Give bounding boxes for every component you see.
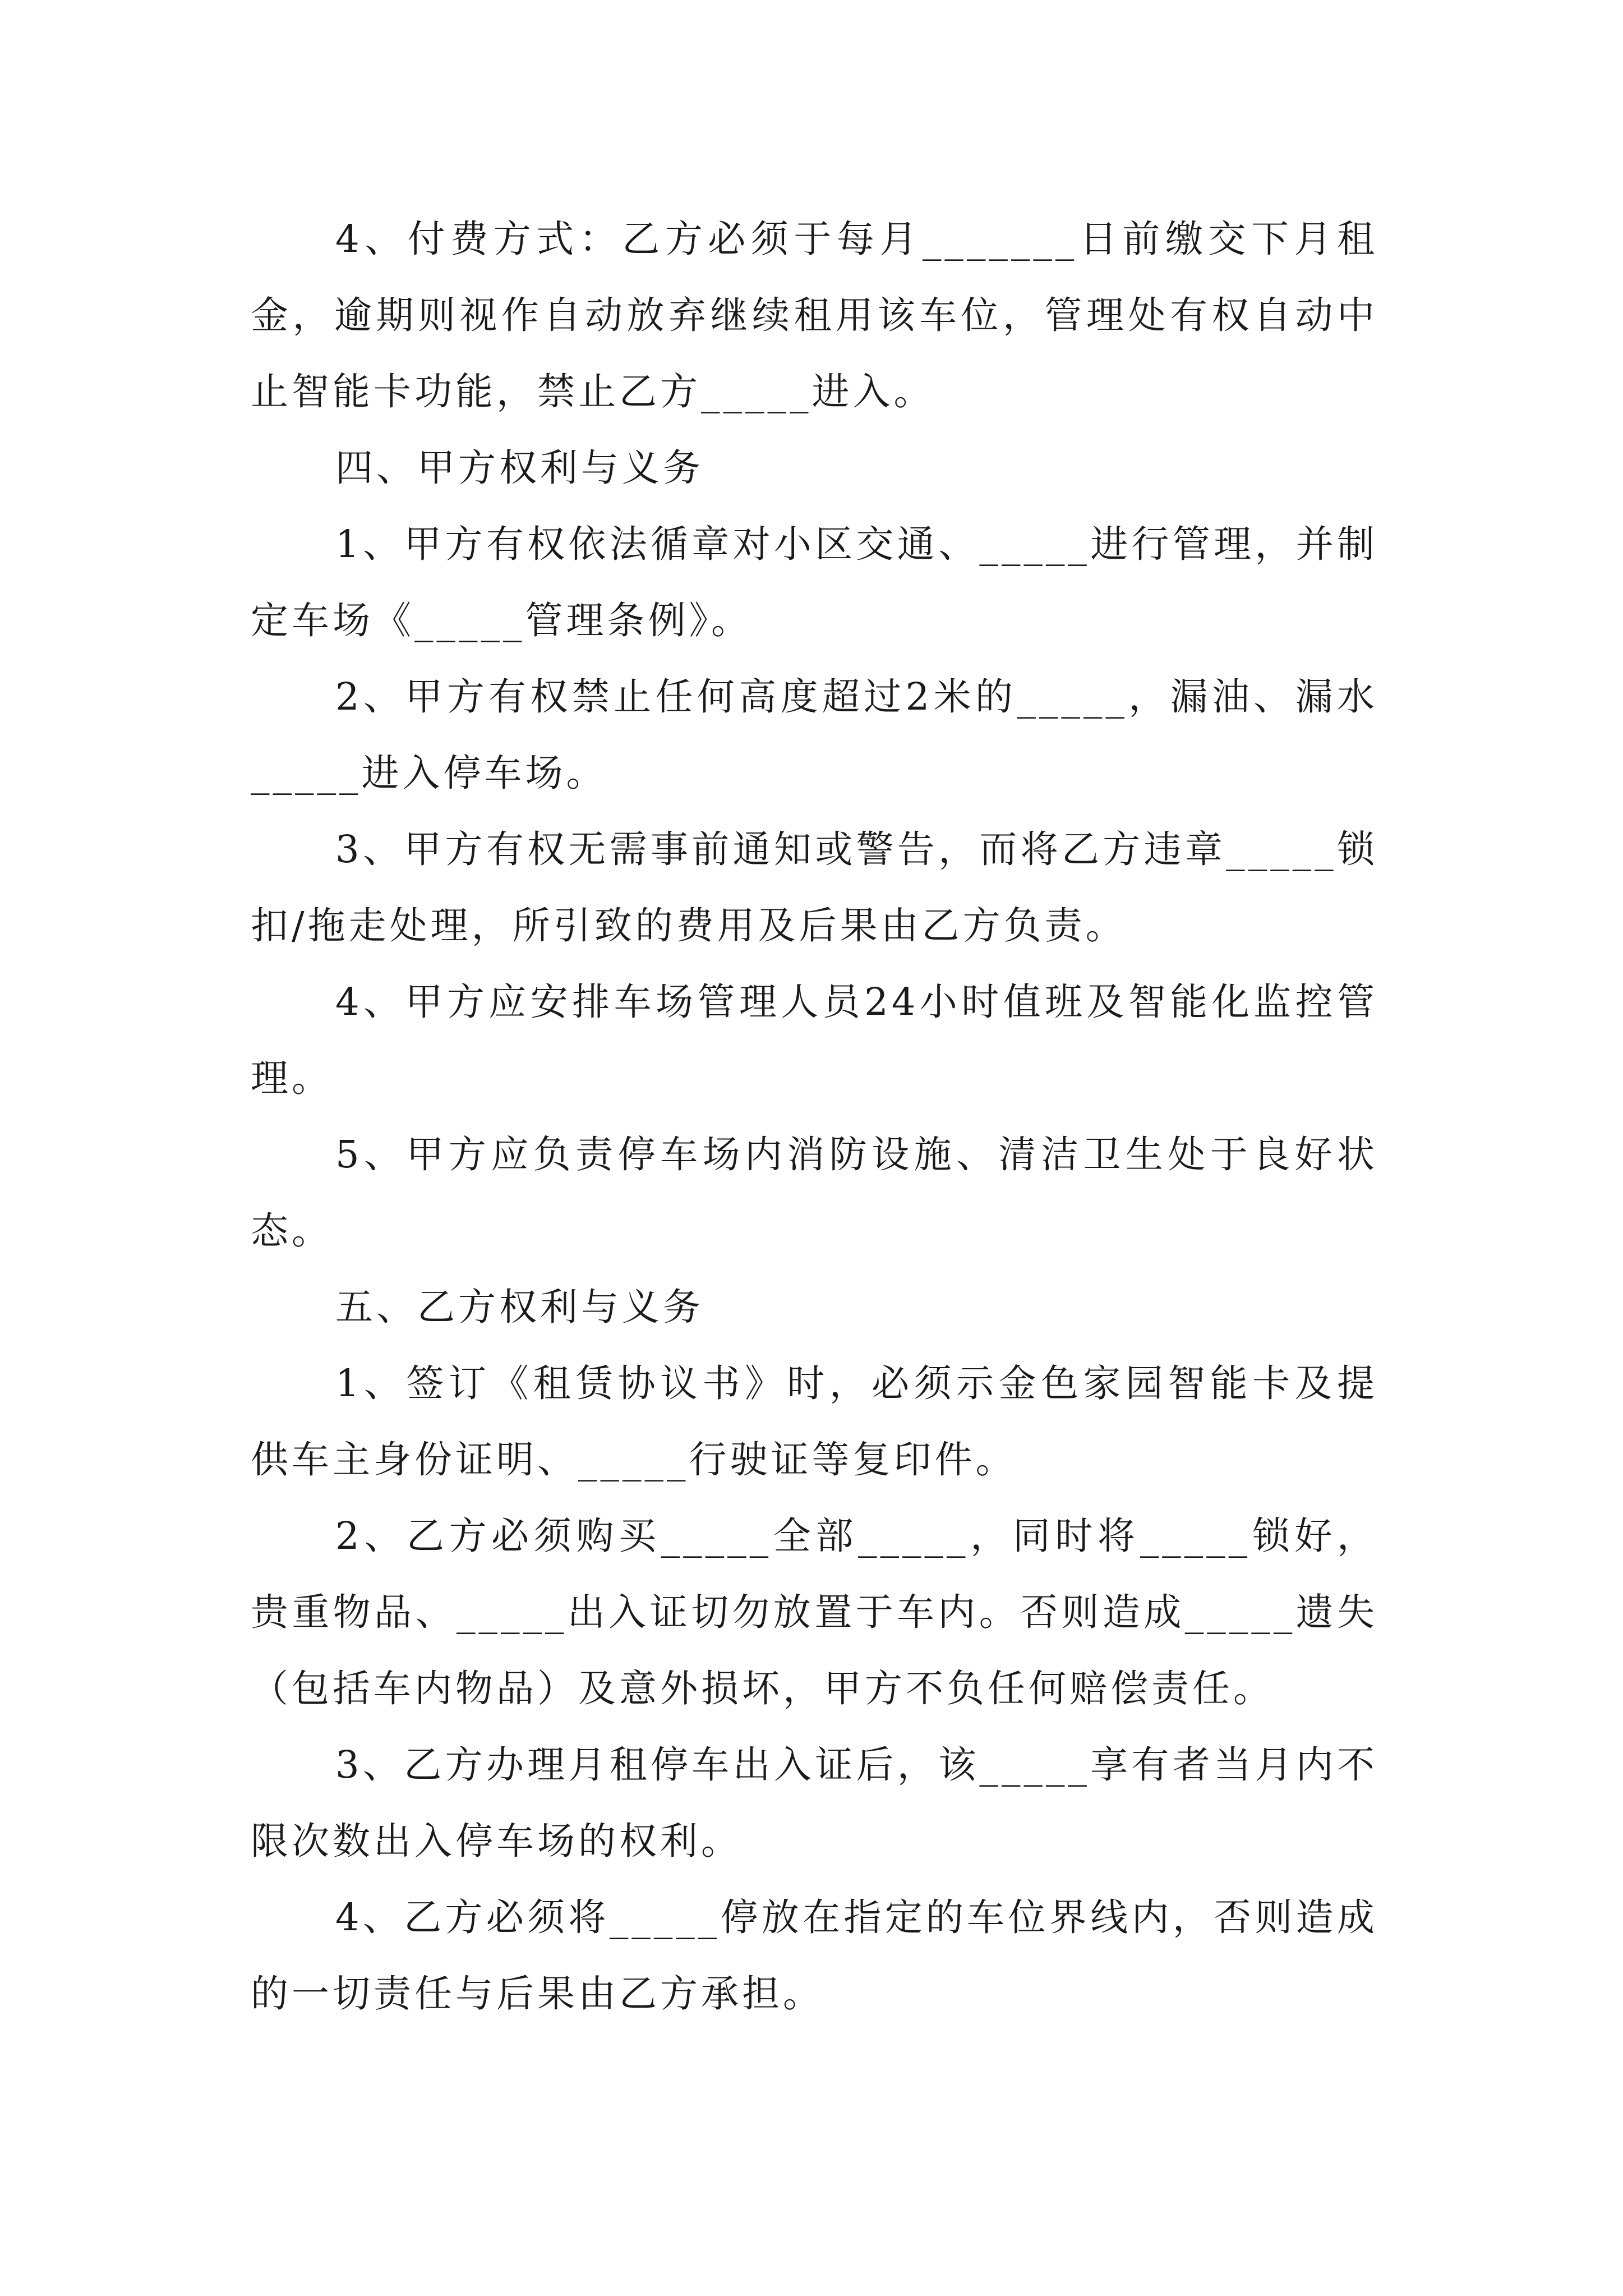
clause-a-staffing: 4、甲方应安排车场管理人员24小时值班及智能化监控管理。 <box>251 980 1378 1100</box>
clause-b-insurance: 2、乙方必须购买_____全部_____，同时将_____锁好，贵重物品、_____出入证切勿放置于车内。否则造成_____遗失（包括车内物品）及意外损坏，甲方不负任何赔偿责任。 <box>251 1514 1378 1710</box>
clause-payment-method: 4、付费方式：乙方必须于每月_______日前缴交下月租金，逾期则视作自动放弃继续租用该车位，管理处有权自动中止智能卡功能，禁止乙方_____进入。 <box>251 217 1378 413</box>
section-heading-party-b: 五、乙方权利与义务 <box>335 1285 704 1329</box>
document-body <box>251 201 1378 2032</box>
clause-a-facilities: 5、甲方应负责停车场内消防设施、清洁卫生处于良好状态。 <box>251 1133 1378 1253</box>
section-heading-party-a: 四、甲方权利与义务 <box>335 446 704 490</box>
clause-b-monthly-pass: 3、乙方办理月租停车出入证后，该_____享有者当月内不限次数出入停车场的权利。 <box>251 1743 1378 1863</box>
clause-a-towing: 3、甲方有权无需事前通知或警告，而将乙方违章_____锁扣/拖走处理，所引致的费用及后果由乙方负责。 <box>251 827 1378 947</box>
clause-a-traffic-management: 1、甲方有权依法循章对小区交通、_____进行管理，并制定车场《_____管理条例》。 <box>251 522 1378 642</box>
clause-a-vehicle-restriction: 2、甲方有权禁止任何高度超过2米的_____，漏油、漏水_____进入停车场。 <box>251 675 1378 795</box>
clause-b-parking-position: 4、乙方必须将_____停放在指定的车位界线内，否则造成的一切责任与后果由乙方承担。 <box>251 1895 1378 2016</box>
clause-b-documents: 1、签订《租赁协议书》时，必须示金色家园智能卡及提供车主身份证明、_____行驶证等复印件。 <box>251 1361 1378 1481</box>
